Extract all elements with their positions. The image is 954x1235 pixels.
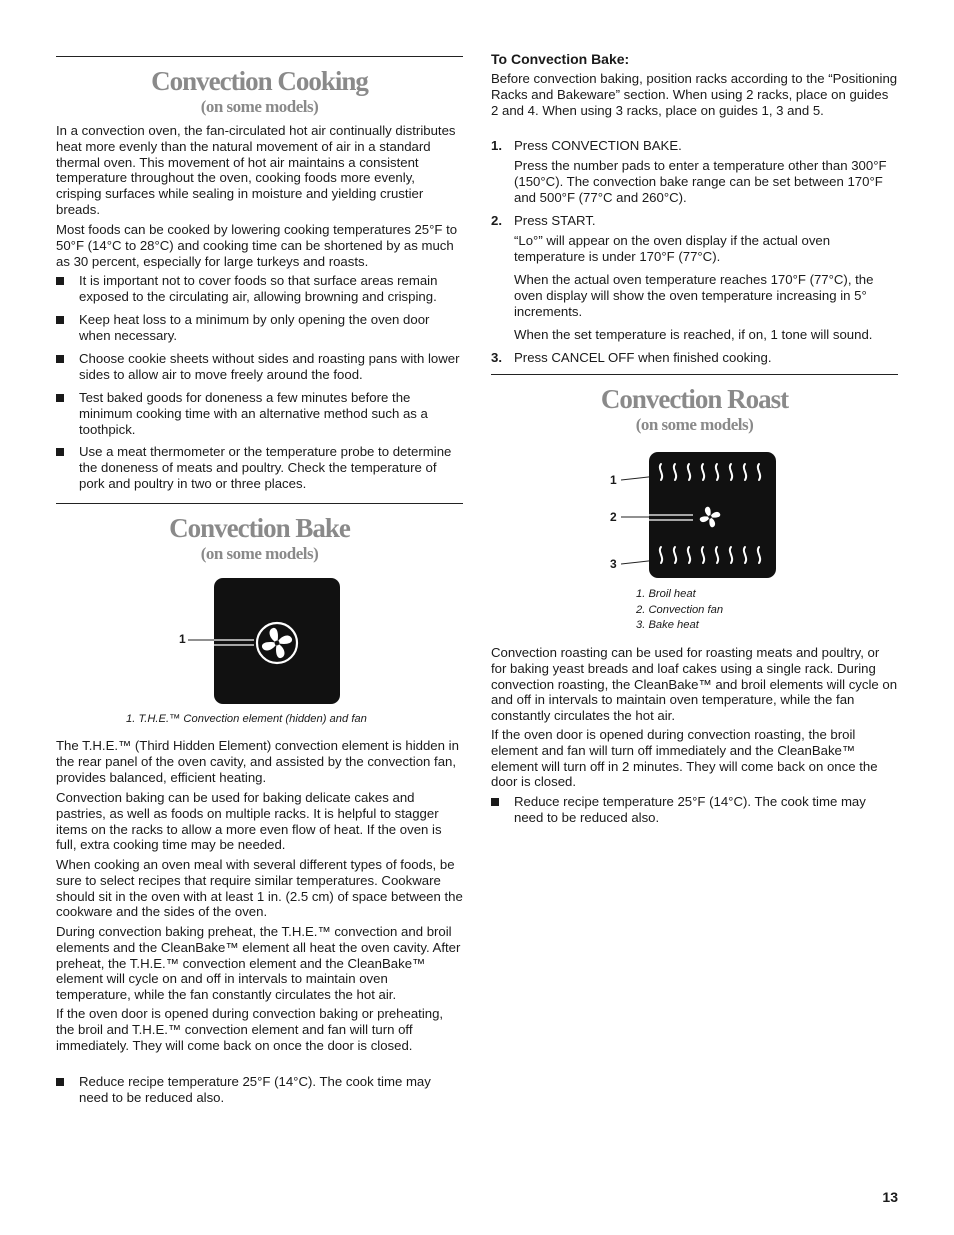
- bake-bullet: Reduce recipe temperature 25°F (14°C). The cook time may need to be reduced also.: [56, 1074, 463, 1106]
- bullet-square-icon: [56, 394, 64, 402]
- section-divider: [491, 374, 898, 375]
- oven-cavity-illustration: [649, 452, 776, 578]
- convection-fan-icon: [255, 621, 299, 665]
- convection-bake-figure: [56, 575, 463, 710]
- bake-heat-icon: [649, 542, 776, 572]
- to-convection-bake-intro: Before convection baking, position racks according to the “Positioning Racks and Bakeware” section. When using 2 racks, place on guides 2 and 4. When using 3 racks, place on guides 1, 3 and 5.: [491, 71, 898, 118]
- bullet-square-icon: [56, 448, 64, 456]
- step-number: 1.: [491, 138, 502, 153]
- convection-roast-subtitle: (on some models): [635, 415, 754, 434]
- roast-paragraph-2: If the oven door is opened during convection roasting, the broil element and fan will turn off immediately and the CleanBake™ element will turn off in 2 minutes. They will come back on once the door is closed.: [491, 727, 878, 790]
- step-number: 2.: [491, 213, 502, 228]
- callout-label: 1: [610, 473, 617, 487]
- step-number: 3.: [491, 350, 502, 365]
- section-divider: [56, 56, 463, 57]
- step-text: Press CANCEL OFF when finished cooking.: [514, 350, 772, 365]
- section-divider: [56, 503, 463, 504]
- cooking-bullet: Use a meat thermometer or the temperature probe to determine the doneness of meats and poultry. Check the temperature of pork and poultry in two or three places.: [56, 444, 463, 492]
- step-detail: Press the number pads to enter a temperature other than 300°F (150°C). The convection bake range can be set between 170°F and 500°F (77°C and 260°C).: [514, 158, 887, 205]
- roast-paragraph-1: Convection roasting can be used for roasting meats and poultry, or for baking yeast breads and loaf cakes using a single rack. During convection roasting, the CleanBake™ and broil elements will cycle on and off in intervals to maintain oven temperature, while the fan constantly circulates the hot air.: [491, 645, 898, 724]
- convection-fan-icon: [695, 502, 725, 532]
- convection-cooking-title: Convection Cooking: [151, 66, 368, 96]
- step-detail: “Lo°” will appear on the oven display if the actual oven temperature is under 170°F (77°C).: [514, 233, 831, 264]
- convection-bake-caption: 1. T.H.E.™ Convection element (hidden) and fan: [126, 713, 367, 725]
- cooking-bullet: Test baked goods for doneness a few minutes before the minimum cooking time with an alternative method such as a toothpick.: [56, 390, 463, 438]
- bullet-square-icon: [56, 355, 64, 363]
- bake-paragraph-5: If the oven door is opened during convection baking or preheating, the broil and T.H.E.™ convection element and fan will turn off immediately. They will come back on once the door is closed.: [56, 1006, 444, 1053]
- bullet-square-icon: [56, 316, 64, 324]
- step-text: Press CONVECTION BAKE.: [514, 138, 682, 153]
- roast-bullet: Reduce recipe temperature 25°F (14°C). The cook time may need to be reduced also.: [491, 794, 898, 826]
- bake-paragraph-4: During convection baking preheat, the T.H.E.™ convection and broil elements and the CleanBake™ element all heat the oven cavity. After preheat, the T.H.E.™ convection element and the CleanBake™ element will cycle on and off in intervals to maintain oven temperature, while the fan constantly circulates the hot air.: [56, 924, 461, 1003]
- bake-paragraph-3: When cooking an oven meal with several different types of foods, be sure to select recipes that require similar temperatures. Cookware should sit in the oven with at least 1 in. (2.5 cm) of space between the cookware and the sides of the oven.: [56, 857, 463, 920]
- convection-roast-figure: [491, 448, 898, 583]
- bake-paragraph-2: Convection baking can be used for baking delicate cakes and pastries, as well as foods on multiple racks. It is helpful to stagger items on the racks to allow a more even flow of heat. If the oven is full, extra cooking time may be needed.: [56, 790, 442, 853]
- callout-label: 3: [610, 557, 617, 571]
- legend-item: 3. Bake heat: [636, 619, 699, 631]
- step-text: Press START.: [514, 213, 596, 228]
- convection-cooking-subtitle: (on some models): [200, 97, 319, 116]
- convection-bake-subtitle: (on some models): [200, 544, 319, 563]
- cooking-bullet: Choose cookie sheets without sides and roasting pans with lower sides to allow air to move freely around the food.: [56, 351, 463, 383]
- to-convection-bake-heading: To Convection Bake:: [491, 51, 630, 67]
- convection-roast-title: Convection Roast: [600, 384, 789, 414]
- bullet-square-icon: [491, 798, 499, 806]
- callout-label: 2: [610, 510, 617, 524]
- page-number: 13: [882, 1189, 898, 1205]
- bullet-square-icon: [56, 1078, 64, 1086]
- legend-item: 1. Broil heat: [636, 588, 696, 600]
- cooking-paragraph-1: In a convection oven, the fan-circulated hot air continually distributes heat more evenly than the natural movement of air in a standard thermal oven. This movement of hot air maintains a consistent temperature throughout the oven, cooking foods more evenly, crisping surfaces while sealing in moisture and yielding crustier breads.: [56, 123, 456, 217]
- step-detail: When the set temperature is reached, if on, 1 tone will sound.: [514, 327, 873, 342]
- callout-label: 1: [179, 632, 186, 646]
- cooking-bullet: Keep heat loss to a minimum by only opening the oven door when necessary.: [56, 312, 463, 344]
- legend-item: 2. Convection fan: [636, 604, 724, 616]
- bullet-square-icon: [56, 277, 64, 285]
- oven-cavity-illustration: [214, 578, 340, 704]
- bake-paragraph-1: The T.H.E.™ (Third Hidden Element) convection element is hidden in the rear panel of the oven cavity, and assisted by the convection fan, provides balanced, efficient heating.: [56, 738, 459, 785]
- convection-bake-title: Convection Bake: [169, 513, 350, 543]
- step-detail: When the actual oven temperature reaches 170°F (77°C), the oven display will show the oven temperature increasing in 5° increments.: [514, 272, 874, 319]
- cooking-paragraph-2: Most foods can be cooked by lowering cooking temperatures 25°F to 50°F (14°C to 28°C) and cooking time can be shortened by as much as 30 percent, especially for large turkeys and roasts.: [56, 222, 458, 269]
- cooking-bullet: It is important not to cover foods so that surface areas remain exposed to the circulating air, allowing browning and crisping.: [56, 273, 463, 305]
